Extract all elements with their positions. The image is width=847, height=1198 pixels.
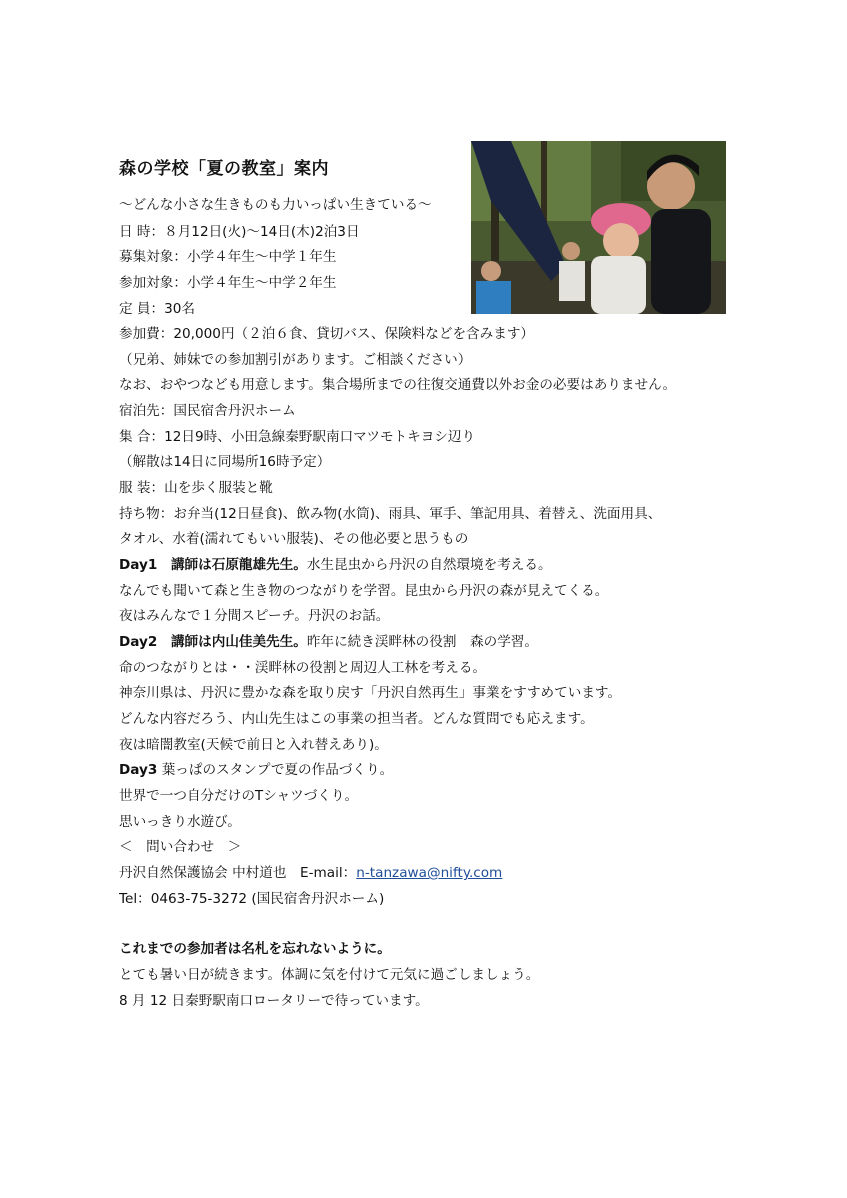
note-line-3: 8 月 12 日秦野駅南口ロータリーで待っています。 bbox=[119, 993, 429, 1009]
day3-line-2: 世界で一つ自分だけのTシャツづくり。 bbox=[119, 788, 359, 804]
note-bold: これまでの参加者は名札を忘れないように。 bbox=[119, 941, 391, 957]
clothing-line: 服 装：山を歩く服装と靴 bbox=[119, 480, 273, 496]
contact-header: ＜ 問い合わせ ＞ bbox=[119, 839, 242, 855]
day2-line-5: 夜は暗闇教室(天候で前日と入れ替えあり)。 bbox=[119, 737, 388, 753]
dismissal-line: （解散は14日に同場所16時予定） bbox=[119, 454, 331, 470]
day1-line bbox=[119, 556, 552, 574]
day3-line-3: 思いっきり水遊び。 bbox=[119, 814, 241, 830]
subtitle: ～どんな小さな生きものも力いっぱい生きている～ bbox=[119, 197, 432, 213]
day2-line-2: 命のつながりとは・・渓畔林の役割と周辺人工林を考える。 bbox=[119, 660, 487, 676]
discount-line: （兄弟、姉妹での参加割引があります。ご相談ください） bbox=[119, 352, 472, 368]
contact-org: 丹沢自然保護協会 中村道也 E-mail： bbox=[119, 865, 357, 881]
items-line-1: 持ち物：お弁当(12日昼食)、飲み物(水筒)、雨具、軍手、筆記用具、着替え、洗面用具、 bbox=[119, 506, 662, 522]
participants-line: 参加対象：小学４年生～中学２年生 bbox=[119, 275, 337, 291]
contact-line bbox=[119, 864, 502, 882]
meeting-line: 集 合：12日9時、小田急線秦野駅南口マツモトキヨシ辺り bbox=[119, 429, 476, 445]
capacity-line: 定 員：30名 bbox=[119, 301, 195, 317]
lodging-line: 宿泊先：国民宿舎丹沢ホーム bbox=[119, 403, 296, 419]
day2-text: 昨年に続き渓畔林の役割 森の学習。 bbox=[306, 634, 538, 650]
snacks-line: なお、おやつなども用意します。集合場所までの往復交通費以外お金の必要はありません。 bbox=[119, 377, 677, 393]
children-in-forest-photo bbox=[471, 141, 726, 314]
day3-text: 葉っぱのスタンプで夏の作品づくり。 bbox=[161, 762, 394, 778]
day2-line-4: どんな内容だろう、内山先生はこの事業の担当者。どんな質問でも応えます。 bbox=[119, 711, 594, 727]
day3-heading: Day3 bbox=[119, 762, 158, 778]
day1-line-3: 夜はみんなで１分間スピーチ。丹沢のお話。 bbox=[119, 608, 390, 624]
recruit-line: 募集対象：小学４年生～中学１年生 bbox=[119, 249, 337, 265]
date-line: 日 時：８月12日(火)～14日(木)2泊3日 bbox=[119, 224, 360, 240]
day2-line bbox=[119, 633, 538, 651]
day1-heading: Day1 講師は石原龍雄先生。 bbox=[119, 557, 307, 573]
items-line-2: タオル、水着(濡れてもいい服装)、その他必要と思うもの bbox=[119, 531, 469, 547]
page-title: 森の学校「夏の教室」案内 bbox=[119, 159, 329, 179]
day1-line-2: なんでも聞いて森と生き物のつながりを学習。昆虫から丹沢の森が見えてくる。 bbox=[119, 583, 609, 599]
contact-tel: Tel：0463-75-3272 (国民宿舎丹沢ホーム) bbox=[119, 891, 385, 907]
note-line-2: とても暑い日が続きます。体調に気を付けて元気に過ごしましょう。 bbox=[119, 967, 540, 983]
day1-text: 水生昆虫から丹沢の自然環境を考える。 bbox=[306, 557, 552, 573]
day2-heading: Day2 講師は内山佳美先生。 bbox=[119, 634, 307, 650]
contact-email-link[interactable]: n-tanzawa@nifty.com bbox=[356, 865, 503, 881]
day2-line-3: 神奈川県は、丹沢に豊かな森を取り戻す「丹沢自然再生」事業をすすめています。 bbox=[119, 685, 622, 701]
day3-line bbox=[119, 761, 393, 779]
fee-line: 参加費：20,000円（２泊６食、貸切バス、保険料などを含みます） bbox=[119, 326, 535, 342]
